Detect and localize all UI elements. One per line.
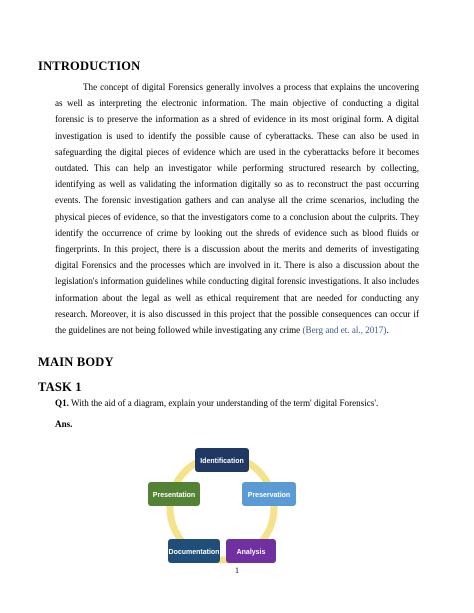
question-label: Q1. (55, 398, 69, 408)
main-body-heading: MAIN BODY (38, 355, 114, 369)
identification-label: Identification (200, 458, 244, 465)
question-1 (55, 398, 435, 408)
analysis-label: Analysis (236, 549, 266, 556)
question-text: With the aid of a diagram, explain your understanding of the term' digital Forensics'. (68, 398, 379, 408)
answer-label: Ans. (55, 419, 73, 429)
diagram-box-presentation (148, 482, 200, 506)
presentation-label: Presentation (152, 492, 196, 499)
diagram-box-identification (195, 448, 249, 472)
diagram-box-analysis (226, 539, 276, 563)
paragraph-end: . (386, 325, 389, 336)
introduction-heading: INTRODUCTION (38, 59, 141, 73)
introduction-text: The concept of digital Forensics generally involves a process that explains the uncovering as well as interpreting the electronic information. The main objective of conducting a digital forensic is to preserve the information as a shred of evidence in its most original form. A digital investigation is used to identify the possible cause of cyberattacks. These can also be used in safeguarding the digital pieces of evidence which are used in the cyberattacks before it becomes outdated. This can help an investigator while performing structured research by collecting, identifying as well as validating the information digitally so as to reconstruct the past occurring events. The forensic investigation gathers and can analyse all the crime scenarios, including the physical pieces of evidence, so that the investigators come to a conclusion about the culprits. They identify the occurrence of crime by looking out the shreds of evidence such as blood fluids or fingerprints. In this project, there is a discussion about the merits and demerits of investigating digital Forensics and the processes which are involved in it. There is also a discussion about the legislation's information guidelines while conducting digital forensic investigations. It also includes information about the legal as well as ethical requirement that are needed for conducting any research. Moreover, it is also discussed in this project that the possible consequences can occur if the guidelines are not being followed while investigating any crime (55, 82, 419, 336)
citation-link[interactable]: (Berg and et. al., 2017) (302, 325, 387, 336)
page-number: 1 (235, 566, 239, 575)
documentation-label: Documentation (168, 549, 220, 556)
task1-heading: TASK 1 (38, 380, 82, 394)
preservation-label: Preservation (247, 492, 291, 499)
digital-forensics-process-diagram (140, 442, 340, 568)
diagram-box-documentation (168, 539, 220, 563)
diagram-box-preservation (242, 482, 296, 506)
introduction-paragraph (55, 79, 419, 338)
